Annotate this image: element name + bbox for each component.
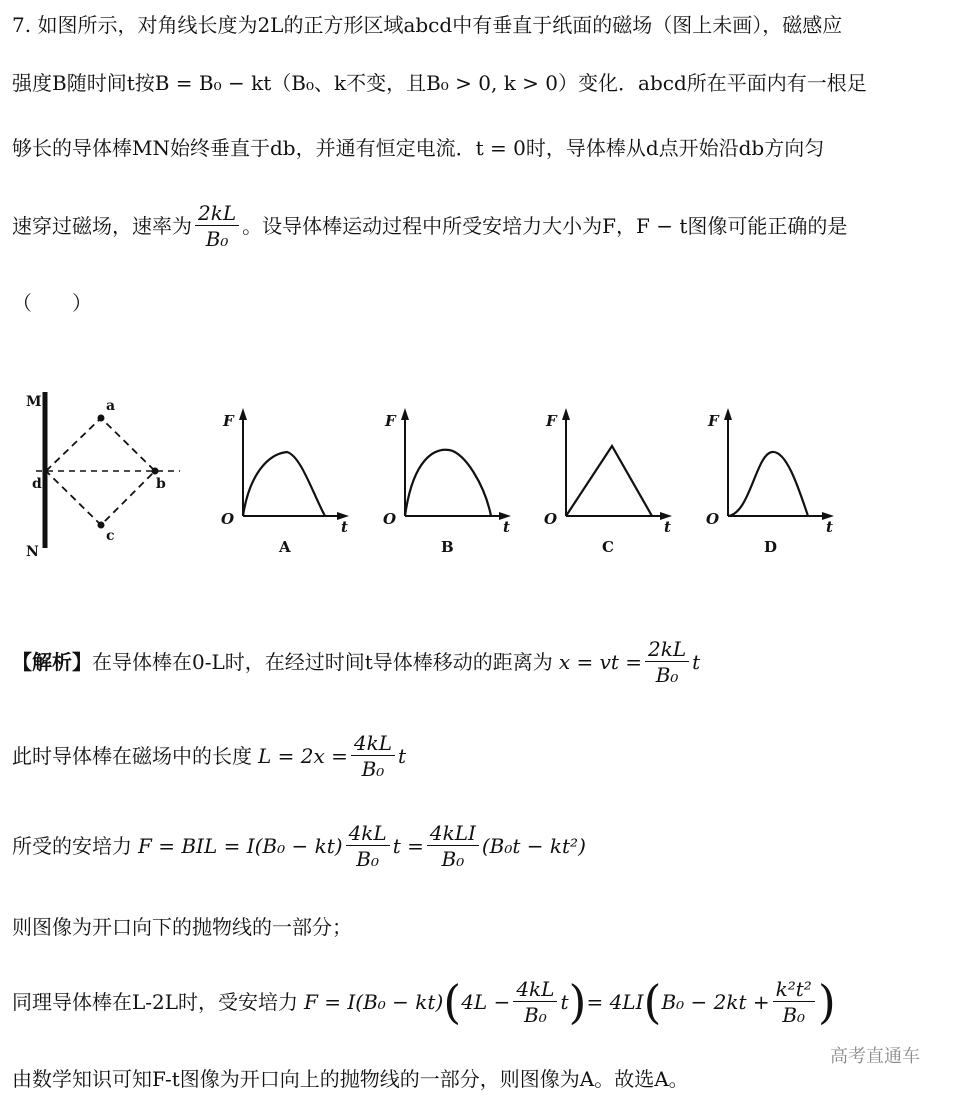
- curve-a: [243, 452, 325, 516]
- x-axis-label-c: t: [664, 518, 671, 536]
- option-letter-d: D: [764, 538, 778, 556]
- solution-tag: 【解析】: [12, 650, 92, 674]
- eq3-left: F = BIL = I(B₀ − kt): [138, 834, 343, 858]
- solution-line-4: [12, 912, 958, 942]
- solution-line-2: [12, 724, 958, 788]
- answer-bracket: [12, 288, 958, 318]
- x-axis-label-b: t: [503, 518, 510, 536]
- eq3-mid: t =: [392, 834, 424, 858]
- eq5-inner1-tail: t: [560, 990, 569, 1014]
- point-a: [98, 415, 104, 421]
- eq2-tail: t: [398, 744, 407, 768]
- eq5-frac2-den: B₀: [782, 1003, 806, 1027]
- square-diagram: [36, 392, 180, 548]
- solution-text-3: 所受的安培力: [12, 834, 132, 858]
- solution-text-4: 则图像为开口向下的抛物线的一部分；: [12, 915, 352, 939]
- question-number: 7.: [12, 13, 32, 37]
- eq5-paren-open-1: (: [443, 975, 462, 1029]
- option-letter-b: B: [441, 538, 454, 556]
- eq5-paren-close-1: ): [568, 975, 587, 1029]
- origin-label-b: O: [383, 510, 397, 528]
- question-line-2: [12, 68, 958, 98]
- origin-label-d: O: [706, 510, 720, 528]
- solution-text-1: 在导体棒在0-L时，在经过时间t导体棒移动的距离为: [92, 650, 553, 674]
- eq5-frac1-num: 4kL: [513, 979, 557, 1002]
- curve-c: [566, 446, 652, 516]
- eq1-frac-num: 2kL: [645, 639, 689, 662]
- option-letter-c: C: [602, 538, 614, 556]
- eq1-fraction: [645, 639, 689, 685]
- eq3-fraction-1: [346, 823, 390, 869]
- option-graph-D: [706, 408, 834, 556]
- option-graph-A: [221, 408, 349, 556]
- point-c: [98, 522, 104, 528]
- solution-line-6: [12, 1064, 958, 1094]
- speed-fraction: [195, 203, 239, 249]
- eq2-fraction: [351, 733, 395, 779]
- origin-label-a: O: [221, 510, 235, 528]
- speed-fraction-den: B₀: [205, 227, 229, 251]
- label-b: b: [156, 476, 166, 492]
- eq2-left: L = 2x =: [258, 744, 348, 768]
- origin-label-c: O: [544, 510, 558, 528]
- eq2-frac-num: 4kL: [351, 733, 395, 756]
- label-a: a: [106, 398, 116, 414]
- label-N: N: [26, 544, 39, 560]
- label-c: c: [106, 528, 115, 544]
- eq5-left: F = I(B₀ − kt): [304, 990, 444, 1014]
- eq1-left: x = vt =: [558, 650, 643, 674]
- eq5-frac2-num: k²t²: [773, 979, 815, 1002]
- question-line-4: [12, 196, 958, 256]
- solution-line-5: [12, 966, 958, 1038]
- option-graphs: [221, 408, 834, 556]
- y-arrow-a: [239, 408, 247, 420]
- option-letter-a: A: [279, 538, 291, 556]
- eq3-frac2-den: B₀: [441, 847, 465, 871]
- eq3-frac1-den: B₀: [356, 847, 379, 871]
- y-arrow-c: [562, 408, 570, 420]
- y-axis-label-c: F: [546, 412, 557, 430]
- question-text-4b: 。设导体棒运动过程中所受安培力大小为F，F − t图像可能正确的是: [242, 214, 848, 238]
- y-arrow-d: [724, 408, 732, 420]
- y-axis-label-a: F: [223, 412, 234, 430]
- question-figure: [0, 378, 968, 568]
- question-line-3: [12, 133, 958, 163]
- eq1-frac-den: B₀: [655, 663, 679, 687]
- eq5-paren-close-2: ): [817, 975, 836, 1029]
- label-M: M: [26, 394, 42, 410]
- eq3-fraction-2: [427, 823, 479, 869]
- watermark: 高考直通车: [830, 1046, 920, 1067]
- question-text-4a: 速穿过磁场，速率为: [12, 214, 192, 238]
- eq5-fraction-2: [773, 979, 815, 1025]
- answer-bracket-text: （ ）: [12, 291, 92, 315]
- eq5-frac1-den: B₀: [524, 1003, 547, 1027]
- eq5-fraction-1: [513, 979, 557, 1025]
- eq5-paren-open-2: (: [643, 975, 662, 1029]
- label-d: d: [32, 476, 42, 492]
- solution-line-3: [12, 814, 958, 878]
- option-graph-C: [544, 408, 672, 556]
- eq3-frac2-num: 4kLI: [427, 823, 479, 846]
- eq5-mid: = 4LI: [586, 990, 644, 1014]
- point-b: [152, 468, 158, 474]
- x-axis-label-a: t: [341, 518, 348, 536]
- eq3-frac1-num: 4kL: [346, 823, 390, 846]
- question-text-2: 强度B随时间t按B = B₀ − kt（B₀、k不变，且B₀ > 0, k > 0）变化．abcd所在平面内有一根足: [12, 71, 867, 95]
- option-graph-B: [383, 408, 511, 556]
- solution-text-5: 同理导体棒在L-2L时，受安培力: [12, 990, 299, 1014]
- question-text-3: 够长的导体棒MN始终垂直于db，并通有恒定电流．t = 0时，导体棒从d点开始沿db方向匀: [12, 136, 825, 160]
- solution-text-6: 由数学知识可知F-t图像为开口向上的抛物线的一部分，则图像为A。故选A。: [12, 1067, 689, 1091]
- eq1-tail: t: [692, 650, 701, 674]
- curve-b: [405, 450, 491, 516]
- y-axis-label-b: F: [385, 412, 396, 430]
- eq2-frac-den: B₀: [361, 757, 385, 781]
- curve-d: [728, 452, 808, 516]
- y-arrow-b: [401, 408, 409, 420]
- solution-text-2: 此时导体棒在磁场中的长度: [12, 744, 252, 768]
- solution-line-1: [12, 630, 958, 694]
- speed-fraction-num: 2kL: [195, 203, 239, 226]
- x-axis-label-d: t: [826, 518, 833, 536]
- eq5-inner1: 4L −: [461, 990, 511, 1014]
- question-text-1: 如图所示，对角线长度为2L的正方形区域abcd中有垂直于纸面的磁场（图上未画），磁感应: [37, 13, 843, 37]
- y-axis-label-d: F: [708, 412, 719, 430]
- eq3-tail: (B₀t − kt²): [481, 834, 586, 858]
- question-line-1: [12, 10, 958, 40]
- eq5-inner2: B₀ − 2kt +: [661, 990, 770, 1014]
